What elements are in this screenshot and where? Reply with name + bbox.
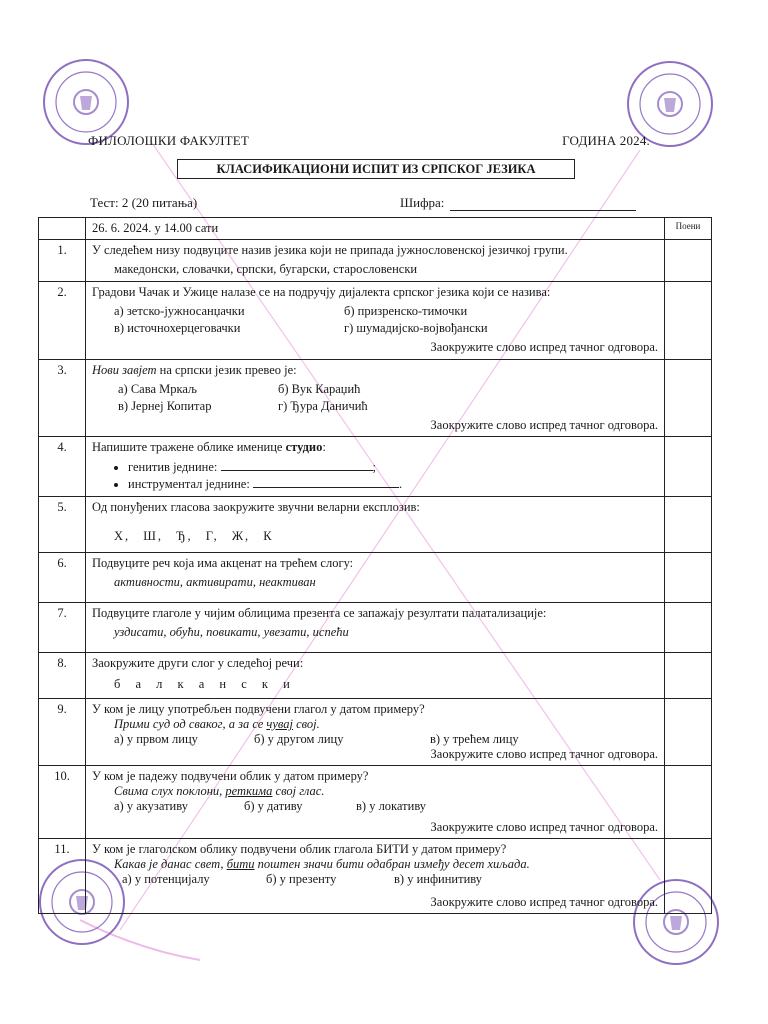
code-field[interactable] (400, 195, 636, 211)
exam-date: 26. 6. 2024. у 14.00 сати (86, 218, 665, 240)
answer-option[interactable]: а) зетско-јужносанџачки (114, 304, 245, 318)
faculty-name: ФИЛОЛОШКИ ФАКУЛТЕТ (88, 133, 250, 148)
answer-option[interactable]: в) у инфинитиву (394, 872, 482, 886)
answer-option[interactable]: а) у првом лицу (114, 732, 198, 746)
points-cell (665, 766, 712, 839)
answer-option[interactable]: б) у презенту (266, 872, 337, 886)
question-row (39, 766, 712, 839)
underlined-word: бити (226, 857, 255, 871)
code-label: Шифра: (400, 195, 445, 210)
question-number: 7. (39, 603, 86, 653)
question-text: Од понуђених гласова заокружите звучни веларни експлозив: (92, 500, 420, 514)
points-cell (665, 282, 712, 360)
answer-option[interactable]: г) шумадијско-војвођански (344, 321, 488, 335)
question-row (39, 240, 712, 282)
answer-option[interactable]: а) Сава Мркаљ (118, 382, 198, 396)
question-text: Градови Чачак и Ужице налазе се на подручју дијалекта српског језика који се назива: (92, 285, 551, 299)
question-text: на српски језик превео је: (156, 363, 297, 377)
book-title: Нови завјет (92, 363, 157, 377)
answer-blank[interactable] (253, 476, 399, 488)
question-row: 4. Напишите тражене облике именице студио: • генитив једнине: ; • инструментал једнине: . (39, 437, 712, 497)
question-text: Напишите тражене облике именице (92, 440, 286, 454)
answer-option[interactable]: в) Јернеј Копитар (118, 399, 212, 413)
answer-words[interactable]: македонски, словачки, српски, бугарски, старословенски (114, 262, 418, 276)
answer-letters[interactable]: Х, Ш, Ђ, Г, Ж, К (114, 529, 274, 543)
points-cell (665, 360, 712, 437)
question-row (39, 360, 712, 437)
points-cell (665, 553, 712, 603)
points-header: Поени (665, 218, 712, 240)
points-cell (665, 240, 712, 282)
question-text: У ком је глаголском облику подвучени облик глагола БИТИ у датом примеру? (92, 842, 507, 856)
points-cell (665, 603, 712, 653)
table-header-row (39, 218, 712, 240)
question-number: 1. (39, 240, 86, 282)
test-number: Тест: 2 (20 питања) (90, 195, 198, 210)
answer-line[interactable]: • инструментал једнине: . (128, 476, 658, 492)
points-cell (665, 699, 712, 766)
question-number: 2. (39, 282, 86, 360)
question-row (39, 839, 712, 914)
target-noun: студио (285, 440, 323, 454)
answer-words[interactable]: уздисати, обући, повикати, увезати, испећи (114, 625, 349, 639)
question-number: 3. (39, 360, 86, 437)
answer-option[interactable]: б) призренско-тимочки (344, 304, 468, 318)
question-text: У ком је падежу подвучени облик у датом примеру? (92, 769, 369, 783)
question-row (39, 497, 712, 553)
questions-table (38, 217, 712, 914)
question-row (39, 699, 712, 766)
answer-option[interactable]: а) у потенцијалу (122, 872, 210, 886)
points-cell (665, 437, 712, 497)
example-sentence: Какав је данас свет, бити поштен значи бити одабран између десет хиљада. (114, 857, 530, 871)
underlined-word: реткима (225, 784, 273, 798)
instruction-text: Заокружите слово испред тачног одговора. (430, 340, 658, 354)
question-row (39, 603, 712, 653)
points-cell (665, 653, 712, 699)
answer-option[interactable]: в) источнохерцеговачки (114, 321, 241, 335)
answer-option[interactable]: в) у локативу (356, 799, 427, 813)
exam-title: КЛАСИФИКАЦИОНИ ИСПИТ ИЗ СРПСКОГ ЈЕЗИКА (177, 159, 575, 179)
answer-option[interactable]: г) Ђура Даничић (278, 399, 368, 413)
answer-option[interactable]: в) у трећем лицу (430, 732, 519, 746)
answer-option[interactable]: б) у другом лицу (254, 732, 344, 746)
points-cell (665, 497, 712, 553)
question-text: Подвуците реч која има акценат на трећем слогу: (92, 556, 354, 570)
question-row (39, 653, 712, 699)
question-number: 6. (39, 553, 86, 603)
question-number: 8. (39, 653, 86, 699)
question-number: 9. (39, 699, 86, 766)
answer-blank[interactable] (221, 459, 373, 471)
answer-words[interactable]: активности, активирати, неактиван (114, 575, 316, 589)
answer-option[interactable]: б) у дативу (244, 799, 303, 813)
instruction-text: Заокружите слово испред тачног одговора. (430, 418, 658, 432)
question-number: 10. (39, 766, 86, 839)
question-row (39, 553, 712, 603)
question-text: У следећем низу подвуците назив језика који не припада јужнословенској језичкој групи. (92, 243, 568, 257)
instruction-text: Заокружите слово испред тачног одговора. (430, 820, 658, 834)
question-text: Заокружите други слог у следећој речи: (92, 656, 304, 670)
question-number: 11. (39, 839, 86, 914)
question-text: У ком је лицу употребљен подвучени глагол у датом примеру? (92, 702, 425, 716)
question-number: 5. (39, 497, 86, 553)
answer-letters[interactable]: б а л к а н с к и (114, 677, 292, 691)
question-row (39, 282, 712, 360)
code-blank[interactable] (450, 198, 636, 211)
underlined-word: чувај (266, 717, 293, 731)
answer-option[interactable]: а) у акузативу (114, 799, 188, 813)
answer-option[interactable]: б) Вук Караџић (278, 382, 361, 396)
points-cell (665, 839, 712, 914)
exam-year: ГОДИНА 2024. (562, 133, 650, 148)
question-number: 4. (39, 437, 86, 497)
instruction-text: Заокружите слово испред тачног одговора. (430, 747, 658, 761)
instruction-text: Заокружите слово испред тачног одговора. (430, 895, 658, 909)
question-text: Подвуците глаголе у чијим облицима презента се запажају резултати палатализације: (92, 606, 547, 620)
example-sentence: Свима слух поклони, реткима свој глас. (114, 784, 325, 798)
answer-line[interactable]: • генитив једнине: ; (128, 459, 658, 475)
example-sentence: Прими суд од сваког, а за се чувај свој. (114, 717, 320, 731)
